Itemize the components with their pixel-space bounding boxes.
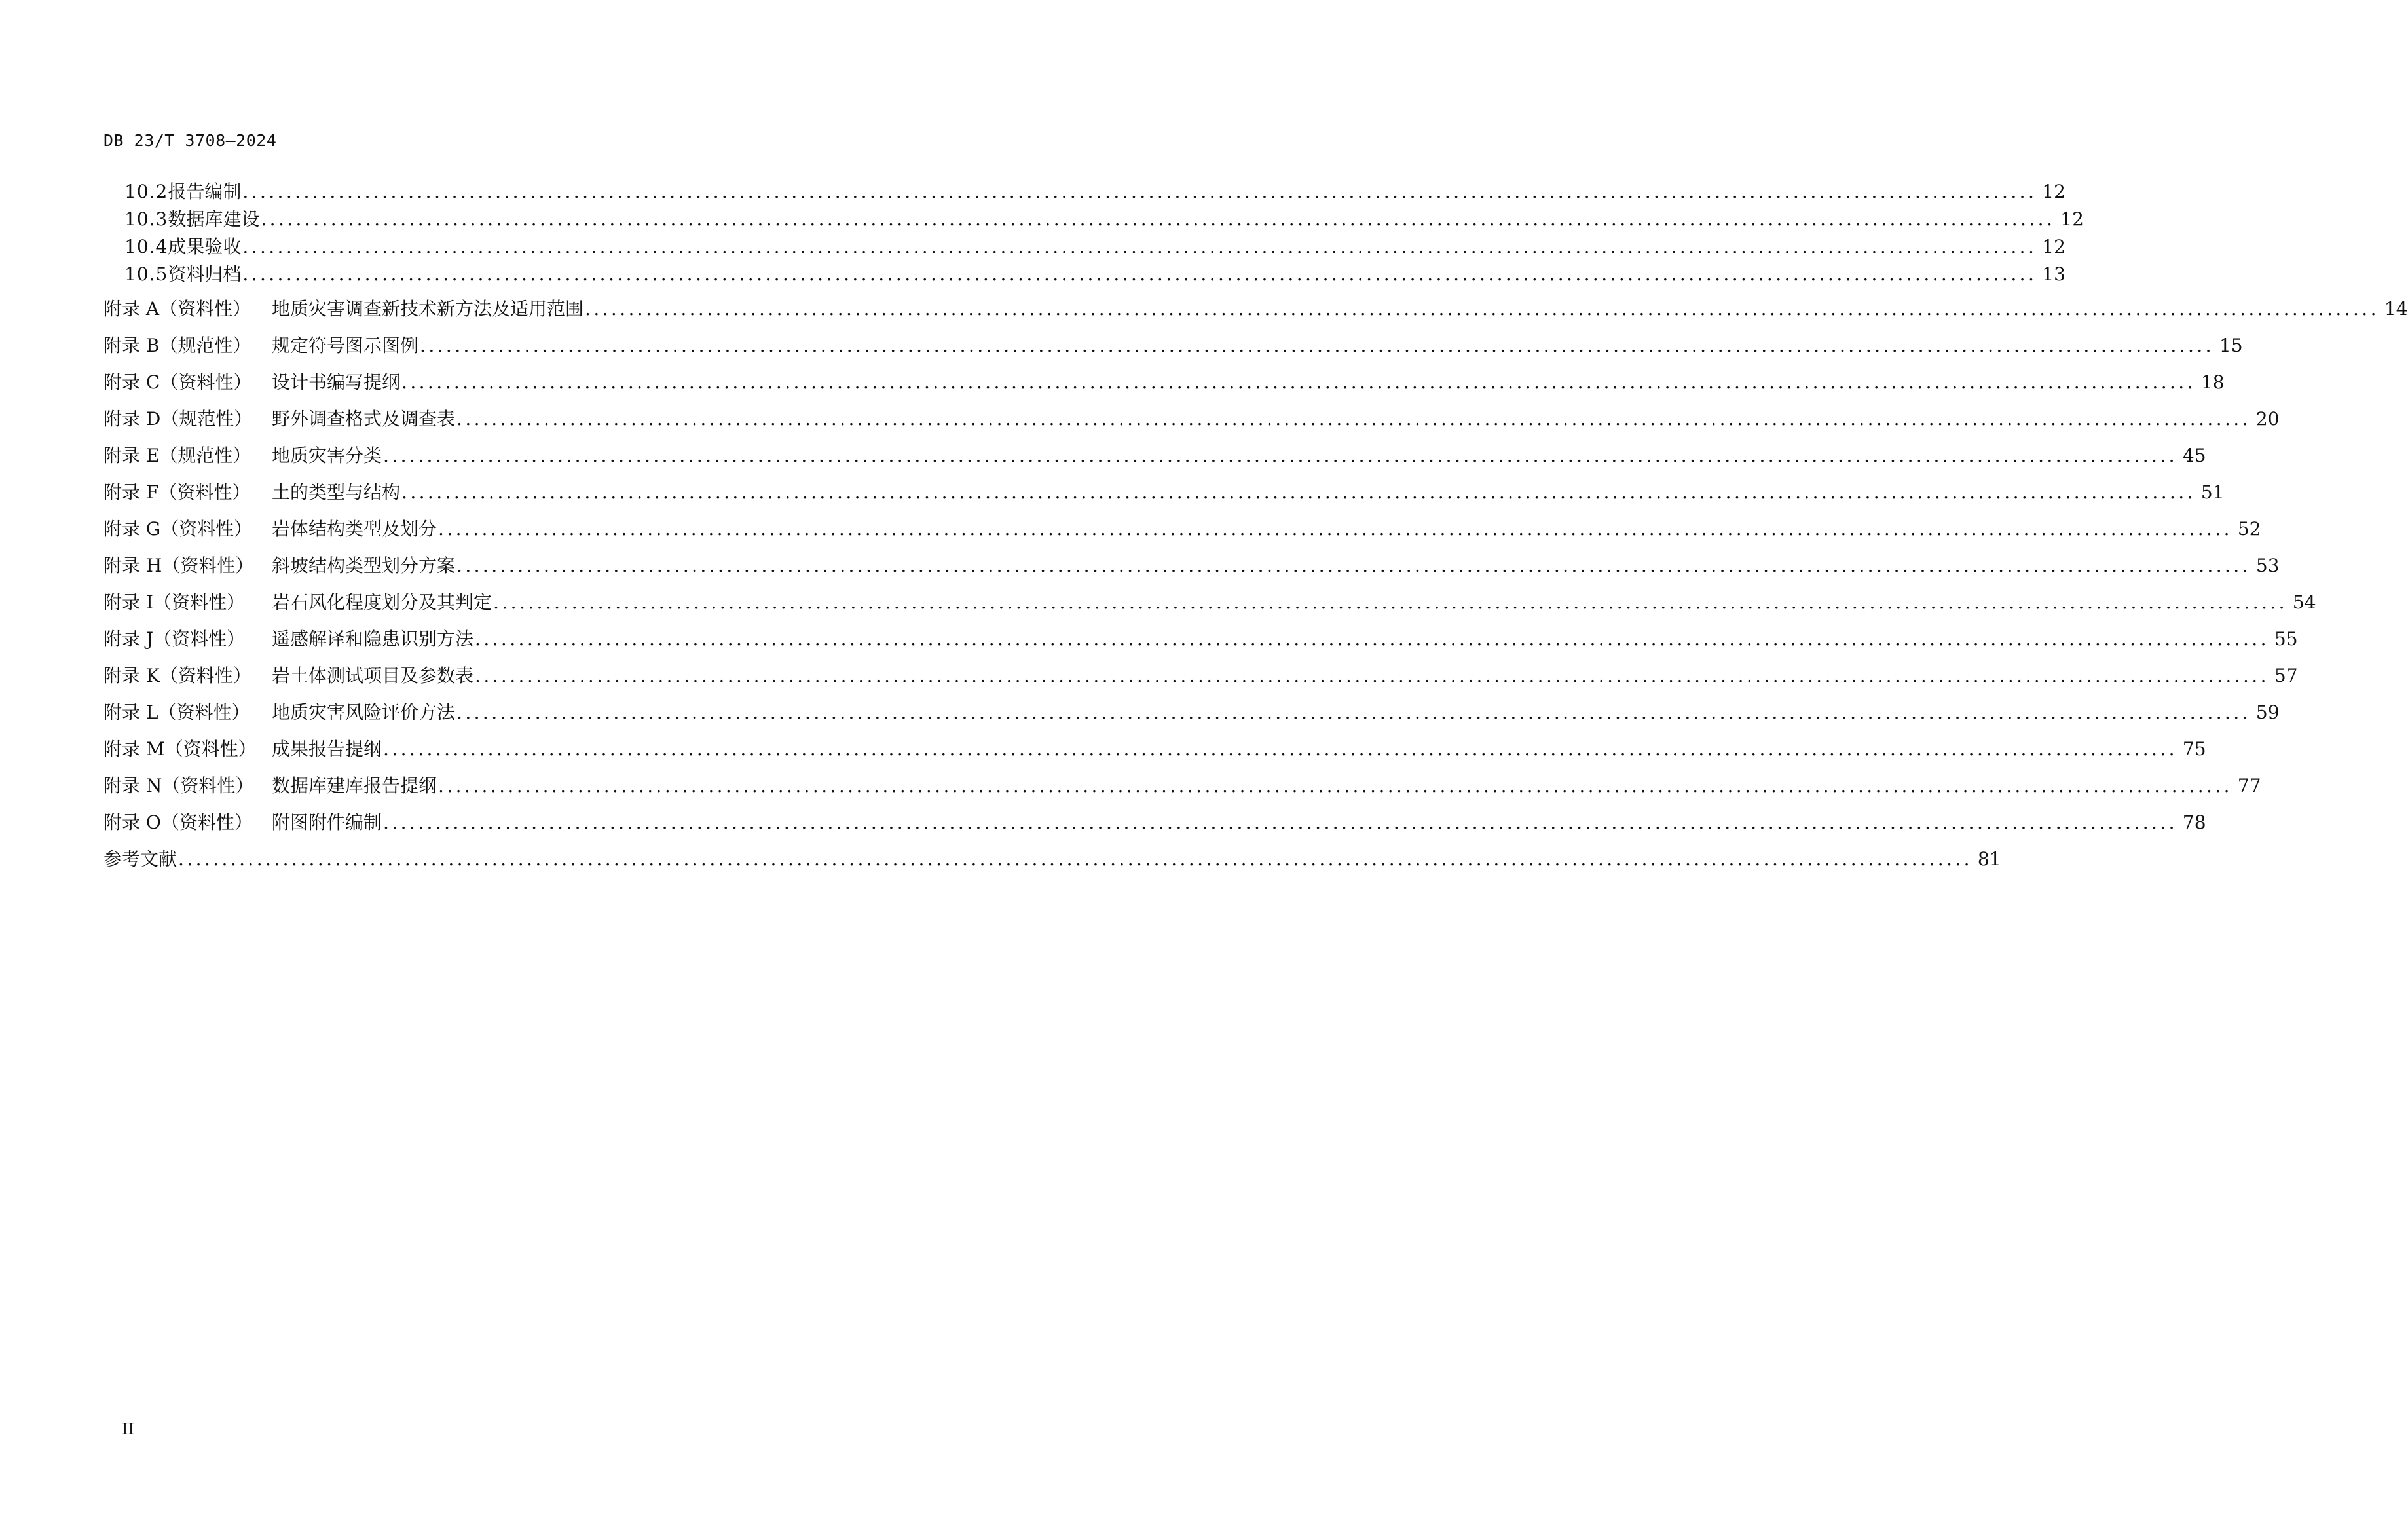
toc-entry-title: 土的类型与结构 (272, 481, 401, 503)
toc-entry-page: 77 (2237, 775, 2261, 796)
toc-appendix-prefix: 附录 O（资料性） (103, 812, 253, 833)
toc-entry-references[interactable] (103, 846, 2001, 873)
toc-entry-title: 规定符号图示图例 (272, 335, 419, 356)
toc-entry-page: 13 (2042, 263, 2065, 285)
toc-leader-dots: .............................................................................................................................................................................................................. (242, 236, 2037, 257)
toc-entry-number: 10.2 (124, 181, 168, 202)
toc-appendix-prefix: 附录 C（资料性） (103, 371, 252, 393)
toc-entry-page: 14 (2384, 298, 2408, 320)
toc-entry-title: 报告编制 (168, 181, 242, 202)
toc-appendix-prefix: 附录 G（资料性） (103, 518, 253, 540)
toc-entry-title: 岩土体测试项目及参数表 (272, 665, 474, 686)
toc-appendix-prefix: 附录 L（资料性） (103, 701, 250, 723)
toc-entry-page: 78 (2182, 812, 2206, 833)
toc-entry-page: 20 (2255, 408, 2280, 430)
toc-entry-page: 81 (1977, 848, 2001, 870)
toc-entry-appendix-g[interactable] (103, 515, 2261, 543)
toc-entry-10-5[interactable] (124, 261, 2065, 288)
toc-entry-appendix-f[interactable] (103, 479, 2225, 506)
toc-entry-10-3[interactable] (124, 206, 2084, 233)
toc-entry-title: 成果报告提纲 (272, 738, 382, 760)
toc-entry-appendix-h[interactable] (103, 552, 2280, 580)
toc-entry-title: 地质灾害分类 (272, 445, 382, 466)
toc-leader-dots: .............................................................................................................................................................................................................. (242, 263, 2037, 285)
toc-leader-dots: .............................................................................................................................................................................................................. (585, 298, 2379, 320)
toc-entry-title: 数据库建设 (168, 208, 260, 230)
toc-entry-appendix-b[interactable] (103, 332, 2243, 360)
toc-entry-10-2[interactable] (124, 178, 2065, 206)
toc-leader-dots: .............................................................................................................................................................................................................. (178, 848, 1973, 870)
toc-appendix-prefix: 附录 J（资料性） (103, 628, 246, 650)
toc-entry-page: 57 (2274, 665, 2298, 686)
toc-entry-appendix-e[interactable] (103, 442, 2206, 470)
toc-entry-title: 数据库建库报告提纲 (272, 775, 437, 796)
toc-entry-title: 野外调查格式及调查表 (272, 408, 456, 430)
toc-appendix-prefix: 附录 M（资料性） (103, 738, 257, 760)
toc-entry-title: 斜坡结构类型划分方案 (272, 555, 456, 576)
toc-leader-dots: .............................................................................................................................................................................................................. (383, 445, 2177, 466)
toc-entry-page: 59 (2255, 701, 2280, 723)
toc-entry-appendix-j[interactable] (103, 626, 2298, 653)
toc-entry-title: 设计书编写提纲 (272, 371, 401, 393)
toc-entry-number: 10.3 (124, 208, 168, 230)
toc-entry-appendix-o[interactable] (103, 809, 2206, 836)
toc-entry-page: 12 (2060, 208, 2084, 230)
toc-entry-title: 地质灾害调查新技术新方法及适用范围 (272, 298, 584, 320)
toc-entry-page: 55 (2274, 628, 2298, 650)
toc-leader-dots: .............................................................................................................................................................................................................. (456, 555, 2251, 576)
toc-leader-dots: .............................................................................................................................................................................................................. (456, 408, 2251, 430)
toc-entry-title: 遥感解译和隐患识别方法 (272, 628, 474, 650)
toc-appendix-prefix: 附录 E（规范性） (103, 445, 251, 466)
toc-leader-dots: .............................................................................................................................................................................................................. (475, 665, 2269, 686)
toc-entry-number: 10.5 (124, 263, 168, 285)
toc-leader-dots: .............................................................................................................................................................................................................. (475, 628, 2269, 650)
toc-entry-page: 54 (2292, 591, 2316, 613)
toc-entry-page: 51 (2200, 481, 2225, 503)
toc-appendix-prefix: 附录 H（资料性） (103, 555, 254, 576)
toc-entry-page: 12 (2042, 236, 2065, 257)
toc-entry-title: 资料归档 (168, 263, 242, 285)
toc-entry-appendix-d[interactable] (103, 405, 2280, 433)
toc-entry-appendix-i[interactable] (103, 589, 2316, 616)
toc-entry-title: 附图附件编制 (272, 812, 382, 833)
toc-entry-title: 地质灾害风险评价方法 (272, 701, 456, 723)
toc-entry-page: 53 (2255, 555, 2280, 576)
toc-entry-number: 10.4 (124, 236, 168, 257)
toc-appendix-prefix: 附录 I（资料性） (103, 591, 245, 613)
toc-leader-dots: .............................................................................................................................................................................................................. (383, 812, 2177, 833)
toc-leader-dots: .............................................................................................................................................................................................................. (261, 208, 2056, 230)
toc-entry-appendix-n[interactable] (103, 772, 2261, 800)
document-id: DB 23/T 3708—2024 (103, 131, 277, 150)
toc-leader-dots: .............................................................................................................................................................................................................. (456, 701, 2251, 723)
toc-entry-appendix-c[interactable] (103, 369, 2225, 396)
toc-entry-title: 成果验收 (168, 236, 242, 257)
toc-entry-page: 52 (2237, 518, 2261, 540)
toc-leader-dots: .............................................................................................................................................................................................................. (401, 371, 2196, 393)
toc-entry-10-4[interactable] (124, 233, 2065, 261)
toc-leader-dots: .............................................................................................................................................................................................................. (438, 775, 2232, 796)
toc-entry-appendix-k[interactable] (103, 662, 2298, 690)
toc-entry-title: 岩石风化程度划分及其判定 (272, 591, 492, 613)
toc-entry-page: 12 (2042, 181, 2065, 202)
page-number: II (122, 1420, 134, 1438)
toc-entry-title: 参考文献 (103, 848, 177, 870)
toc-entry-page: 18 (2200, 371, 2225, 393)
toc-appendix-prefix: 附录 F（资料性） (103, 481, 251, 503)
toc-leader-dots: .............................................................................................................................................................................................................. (438, 518, 2232, 540)
toc-appendix-prefix: 附录 A（资料性） (103, 298, 251, 320)
toc-entry-appendix-l[interactable] (103, 699, 2280, 726)
toc-entry-appendix-a[interactable] (103, 295, 2408, 323)
toc-leader-dots: .............................................................................................................................................................................................................. (401, 481, 2196, 503)
toc-appendix-prefix: 附录 B（规范性） (103, 335, 251, 356)
toc-entry-title: 岩体结构类型及划分 (272, 518, 437, 540)
toc-leader-dots: .............................................................................................................................................................................................................. (383, 738, 2177, 760)
toc-leader-dots: .............................................................................................................................................................................................................. (242, 181, 2037, 202)
toc-entry-page: 45 (2182, 445, 2206, 466)
toc-appendix-prefix: 附录 N（资料性） (103, 775, 254, 796)
toc-leader-dots: .............................................................................................................................................................................................................. (420, 335, 2214, 356)
toc-entry-page: 75 (2182, 738, 2206, 760)
toc-leader-dots: .............................................................................................................................................................................................................. (493, 591, 2288, 613)
toc-appendix-prefix: 附录 K（资料性） (103, 665, 251, 686)
toc-entry-appendix-m[interactable] (103, 736, 2206, 763)
toc-entry-page: 15 (2219, 335, 2243, 356)
toc-appendix-prefix: 附录 D（规范性） (103, 408, 253, 430)
